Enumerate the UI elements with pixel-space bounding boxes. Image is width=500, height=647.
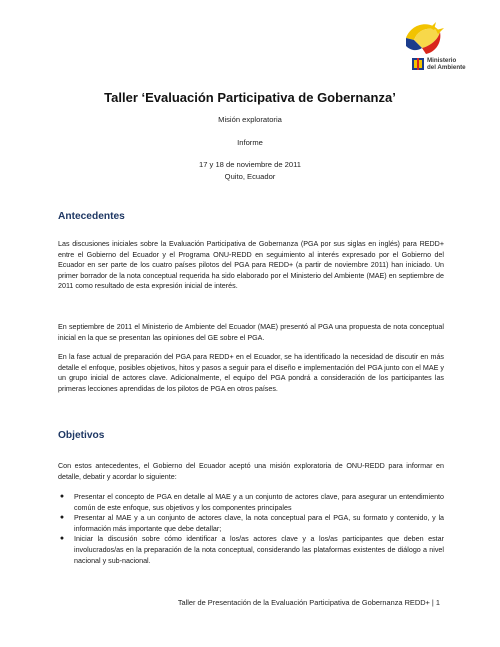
list-item-text: Presentar el concepto de PGA en detalle al MAE y a un conjunto de actores clave, para asegurar un entendimiento común de este enfoque, sus objetivos y los componentes principales: [74, 493, 444, 512]
antecedentes-paragraph-3: En la fase actual de preparación del PGA para REDD+ en el Ecuador, se ha identificado la necesidad de discutir en más detalle el enfoque, posibles objetivos, hitos y pasos a seguir para el diseño e implementación del PGA junto con el MAE y un grupo inicial de actores clave. Adicionalmente, el equipo del PGA pondrá a consideración de los participantes las primeras lecciones aprendidas de los pilotos de PGA en otros países.: [58, 353, 444, 393]
ministerio-del-ambiente-logo: [392, 20, 464, 74]
objetivos-intro: Con estos antecedentes, el Gobierno del Ecuador aceptó una misión exploratoria de ONU-REDD para informar en detalle, debatir y acordar lo siguiente:: [58, 462, 444, 481]
bullet-icon: ●: [59, 535, 65, 543]
page-footer: Taller de Presentación de la Evaluación Participativa de Gobernanza REDD+ | 1: [177, 598, 440, 607]
objetivos-list: [58, 492, 444, 566]
list-item: [58, 513, 444, 534]
list-item-text: Iniciar la discusión sobre cómo identificar a los/as actores clave y a los/as participantes que deben estar involucrados/as en la preparación de la nota conceptual, considerando las plataformas existentes de diálogo a nivel nacional y sub-nacional.: [74, 535, 444, 565]
document-title: Taller ‘Evaluación Participativa de Gobernanza’: [104, 90, 396, 105]
document-subtitle: Misión exploratoria: [218, 115, 282, 124]
bullet-icon: ●: [59, 493, 65, 500]
bullet-icon: ●: [59, 514, 65, 522]
antecedentes-paragraph-2: En septiembre de 2011 el Ministerio de Ambiente del Ecuador (MAE) presentó al PGA una propuesta de nota conceptual inicial en la que se presentan las opiniones del GE sobre el PGA.: [58, 323, 444, 342]
document-location: Quito, Ecuador: [224, 172, 276, 181]
antecedentes-paragraph-1: Las discusiones iniciales sobre la Evaluación Participativa de Gobernanza (PGA por sus siglas en inglés) para REDD+ entre el Gobierno del Ecuador y el Programa ONU-REDD en seguimiento al interés expresado por el Gobierno del Ecuador en ser parte de los cuatro países pilotos del PGA para REDD+ (a partir de noviembre 2011) han iniciado. Un primer borrador de la nota conceptual requerida ha sido elaborado por el Ministerio del Ambiente (MAE) en septiembre de 2011 como resultado de esta expresión inicial de interés.: [58, 240, 444, 291]
list-item: [58, 492, 444, 513]
section-heading-objetivos: Objetivos: [58, 430, 105, 441]
document-date: 17 y 18 de noviembre de 2011: [198, 160, 302, 169]
list-item-text: Presentar al MAE y a un conjunto de actores clave, la nota conceptual para el PGA, su formato y contenido, y la información más importante que debe detallar;: [74, 514, 444, 533]
document-type: Informe: [237, 138, 263, 147]
list-item: [58, 534, 444, 566]
logo-line-1: Ministerio: [427, 57, 457, 64]
logo-line-2: del Ambiente: [427, 64, 466, 71]
section-heading-antecedentes: Antecedentes: [58, 211, 125, 222]
